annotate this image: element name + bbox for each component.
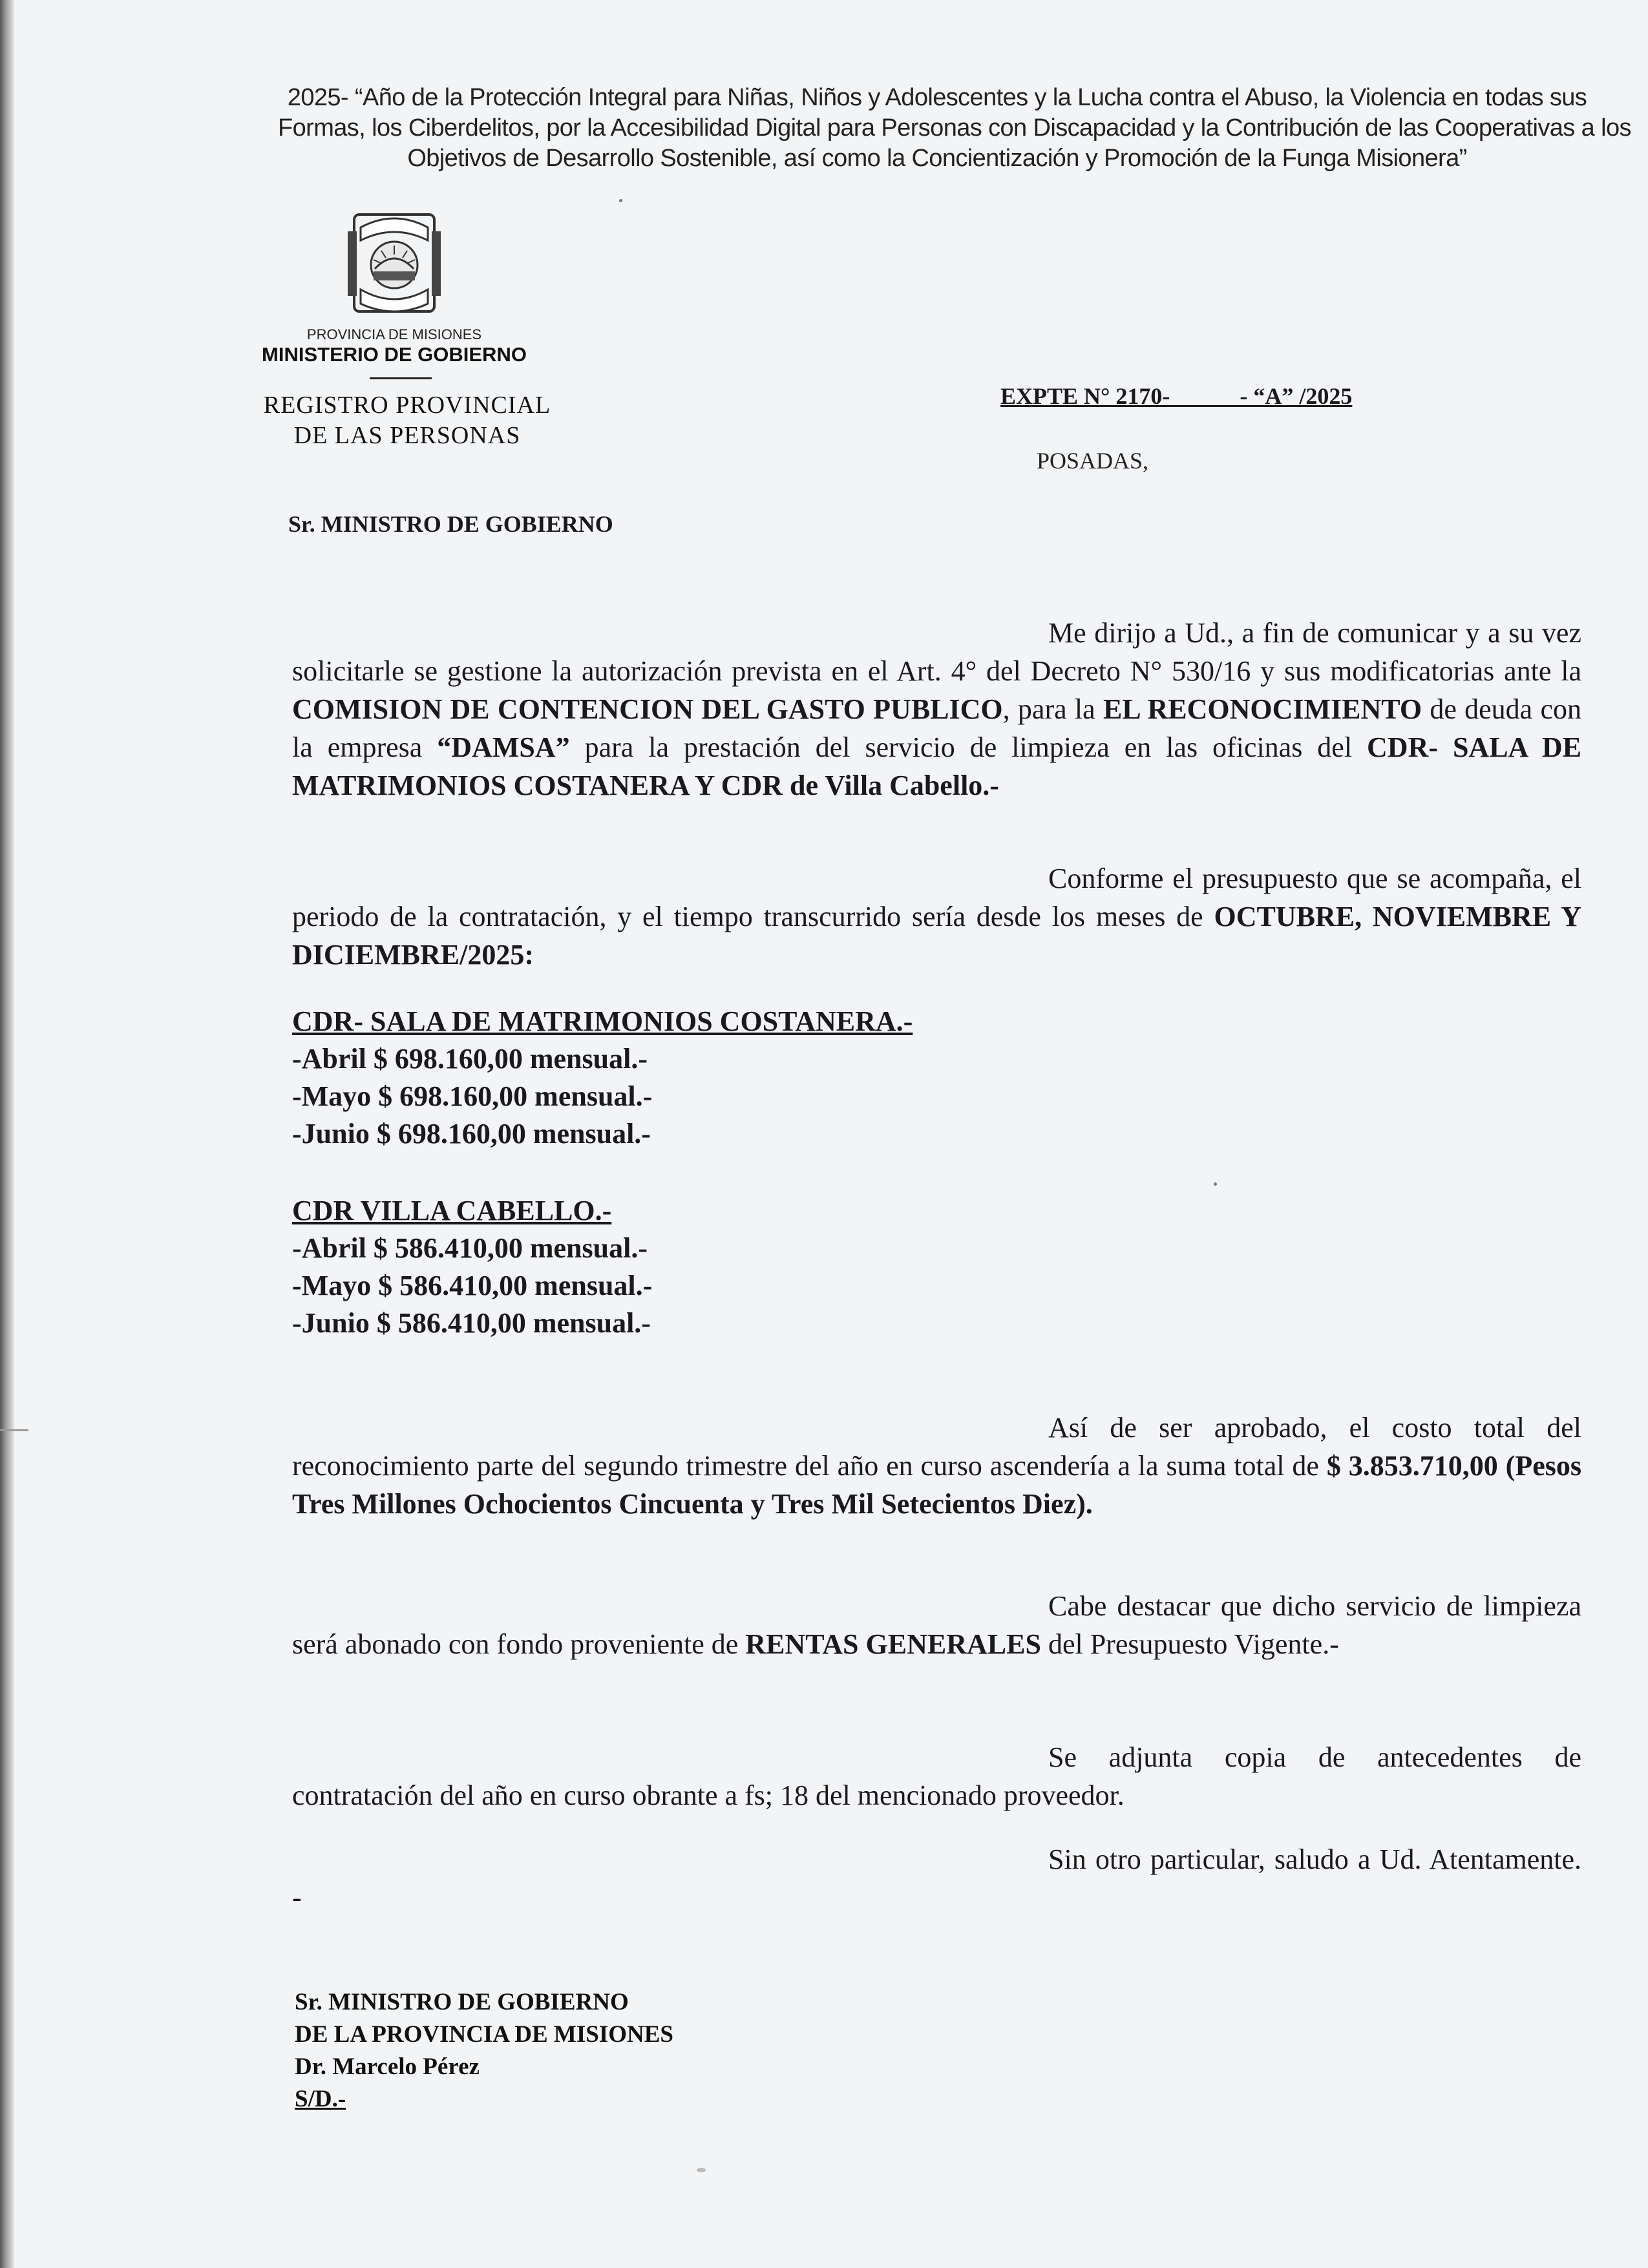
paragraph-closing [292,1823,1581,1916]
motto-line: Objetivos de Desarrollo Sostenible, así como la Concientización y Promoción de la Funga Misionera” [407,145,1467,172]
costanera-cost-list [292,1003,1068,1153]
registry-line: DE LAS PERSONAS [293,422,521,449]
file-number: EXPTE N° 2170- - “A” /2025 [1000,383,1353,409]
text-run: para la prestación del servicio de limpieza en las oficinas del [569,731,1368,763]
text-run-bold: “DAMSA” [437,731,570,763]
divider [370,377,432,379]
text-run: Así de ser aprobado, el costo total del reconocimiento parte del segundo trimestre del año en curso ascendería a la suma total de [292,1412,1581,1482]
scan-edge-shadow [0,0,14,2268]
motto-line: 2025- “Año de la Protección Integral para Niñas, Niños y Adolescentes y la Lucha contra el Abuso, la Violencia en todas sus [287,84,1587,111]
registry-line: REGISTRO PROVINCIAL [263,392,551,419]
text-run: del Presupuesto Vigente.- [1041,1628,1339,1660]
text-run-bold: CDR- SALA DE MATRIMONIOS COSTANERA Y CDR de Villa Cabello.- [292,731,1581,801]
paragraph-attachment [292,1721,1581,1814]
text-run-bold: EL RECONOCIMIENTO [1103,693,1422,725]
text-run-bold: RENTAS GENERALES [745,1628,1041,1660]
place-date: POSADAS, [1037,448,1149,474]
scan-edge-mark [0,1429,28,1431]
motto-line: Formas, los Ciberdelitos, por la Accesibilidad Digital para Personas con Discapacidad y la Contribución de las Cooperativas a los [278,114,1631,142]
text-run: , para la [1002,693,1103,725]
recipient-line: S/D.- [295,2086,346,2112]
list-heading: CDR- SALA DE MATRIMONIOS COSTANERA.- [292,1005,913,1037]
list-item: -Mayo $ 586.410,00 mensual.- [292,1270,653,1301]
salutation: Sr. MINISTRO DE GOBIERNO [288,511,613,537]
recipient-line: Sr. MINISTRO DE GOBIERNO [295,1989,629,2015]
text-run-bold: $ 3.853.710,00 (Pesos Tres Millones Ochocientos Cincuenta y Tres Mil Setecientos Diez). [292,1450,1581,1520]
year-motto [278,83,1631,174]
paragraph-funding [292,1587,1581,1663]
text-run: Se adjunta copia de antecedentes de contratación del año en curso obrante a fs; 18 del mencionado proveedor. [292,1741,1581,1811]
recipient-block [295,1986,673,2116]
scan-speck [697,2168,706,2172]
list-item: -Abril $ 698.160,00 mensual.- [292,1043,648,1075]
text-run: Me dirijo a Ud., a fin de comunicar y a su vez solicitarle se gestione la autorización prevista en el Art. 4° del Decreto N° 530/16 y sus modificatorias ante la [292,617,1581,687]
text-run: Cabe destacar que dicho servicio de limpieza será abonado con fondo proveniente de [292,1590,1581,1660]
list-item: -Abril $ 586.410,00 mensual.- [292,1232,648,1264]
scan-speck [1214,1182,1217,1186]
province-name: PROVINCIA DE MISIONES [306,326,482,342]
text-run: Conforme el presupuesto que se acompaña, el periodo de la contratación, y el tiempo transcurrido sería desde los meses de [292,863,1581,932]
list-item: -Mayo $ 698.160,00 mensual.- [292,1080,653,1112]
list-item: -Junio $ 698.160,00 mensual.- [292,1118,651,1150]
ministry-name: MINISTERIO DE GOBIERNO [262,343,527,366]
text-run-bold: OCTUBRE, NOVIEMBRE Y DICIEMBRE/2025: [292,901,1582,971]
list-heading: CDR VILLA CABELLO.- [292,1195,612,1226]
scan-speck [619,199,622,202]
list-item: -Junio $ 586.410,00 mensual.- [292,1307,651,1339]
province-seal-icon [341,212,447,315]
paragraph-request [292,614,1581,804]
recipient-line: DE LA PROVINCIA DE MISIONES [295,2021,673,2048]
paragraph-period [292,859,1581,974]
registry-name [194,390,620,451]
villa-cabello-cost-list [292,1192,1068,1342]
recipient-line: Dr. Marcelo Pérez [295,2053,480,2080]
text-run: Sin otro particular, saludo a Ud. Atentamente. - [292,1843,1581,1913]
text-run: de deuda con la empresa [292,693,1582,763]
paragraph-total [292,1409,1581,1523]
text-run-bold: COMISION DE CONTENCION DEL GASTO PUBLICO [292,693,1003,725]
